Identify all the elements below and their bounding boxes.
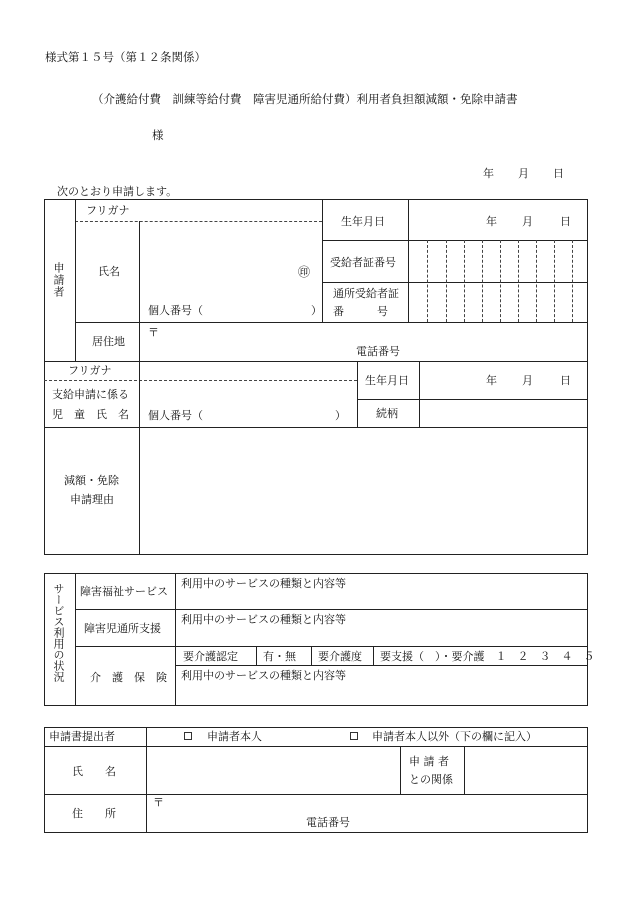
- day-service-cert-label-2: 番 号: [333, 305, 388, 318]
- table-border: [44, 199, 588, 555]
- care-content: 利用中のサービスの種類と内容等: [181, 669, 346, 682]
- care-level-label: 要介護度: [318, 650, 362, 663]
- welfare-service-label: 障害福祉サービス: [80, 585, 168, 598]
- child-support-label: 障害児通所支援: [84, 622, 161, 635]
- other-option-label: 申請者本人以外（下の欄に記入）: [372, 730, 537, 743]
- self-checkbox[interactable]: [184, 732, 192, 740]
- submitter-postal-mark: 〒: [153, 796, 164, 809]
- submitter-phone-label: 電話番号: [306, 816, 350, 829]
- child-personal-number-close: ）: [335, 409, 346, 422]
- applicant-postal-mark: 〒: [148, 326, 159, 339]
- submitter-name-label: 氏 名: [72, 765, 116, 778]
- relation-label-2: との関係: [409, 773, 453, 786]
- child-personal-number-label: 個人番号（: [148, 409, 203, 422]
- care-cert-value: 有・無: [263, 650, 296, 663]
- care-cert-label: 要介護認定: [183, 650, 238, 663]
- form-number: 様式第１５号（第１２条関係）: [45, 50, 206, 64]
- service-section-label: サービス利用の状況: [52, 583, 65, 682]
- welfare-service-content: 利用中のサービスの種類と内容等: [181, 577, 346, 590]
- child-birth-day: 日: [560, 374, 571, 387]
- child-label-2: 児 童 氏 名: [52, 408, 129, 421]
- applicant-birth-label: 生年月日: [341, 215, 385, 228]
- applicant-birth-day: 日: [560, 215, 571, 228]
- applicant-birth-year: 年: [486, 215, 497, 228]
- applicant-section-label: 申請者: [52, 262, 65, 298]
- child-label-1: 支給申請に係る: [52, 388, 129, 401]
- applicant-birth-month: 月: [522, 215, 533, 228]
- care-level-value: 要支援（ ）・要介護 １ ２ ３ ４ ５: [380, 650, 595, 663]
- child-birth-month: 月: [522, 374, 533, 387]
- care-insurance-label: 介 護 保 険: [90, 671, 167, 684]
- other-checkbox[interactable]: [350, 732, 358, 740]
- seal-mark: ㊞: [298, 265, 311, 279]
- child-birth-label: 生年月日: [365, 374, 409, 387]
- recipient-cert-label: 受給者証番号: [330, 256, 396, 269]
- reason-label-2: 申請理由: [70, 493, 114, 506]
- intro-text: 次のとおり申請します。: [57, 185, 178, 198]
- applicant-personal-number-close: ）: [311, 304, 322, 317]
- reason-label-1: 減額・免除: [64, 474, 119, 487]
- applicant-phone-label: 電話番号: [356, 345, 400, 358]
- applicant-name-label: 氏名: [98, 265, 120, 278]
- relation-label-1: 申 請 者: [409, 755, 449, 768]
- day-service-cert-label-1: 通所受給者証: [333, 287, 399, 300]
- date-month: 月: [518, 167, 529, 180]
- submitter-address-label: 住 所: [72, 807, 116, 820]
- child-support-content: 利用中のサービスの種類と内容等: [181, 613, 346, 626]
- child-furigana-label: フリガナ: [68, 364, 112, 377]
- child-relation-label: 続柄: [376, 407, 398, 420]
- applicant-furigana-label: フリガナ: [86, 204, 130, 217]
- date-day: 日: [553, 167, 564, 180]
- form-title: （介護給付費 訓練等給付費 障害児通所給付費）利用者負担額減額・免除申請書: [92, 92, 518, 106]
- address-label: 居住地: [92, 335, 125, 348]
- date-year: 年: [483, 167, 494, 180]
- addressee-suffix: 様: [152, 128, 164, 142]
- submitter-label: 申請書提出者: [49, 730, 115, 743]
- child-birth-year: 年: [486, 374, 497, 387]
- self-option-label: 申請者本人: [207, 730, 262, 743]
- applicant-personal-number-label: 個人番号（: [148, 304, 203, 317]
